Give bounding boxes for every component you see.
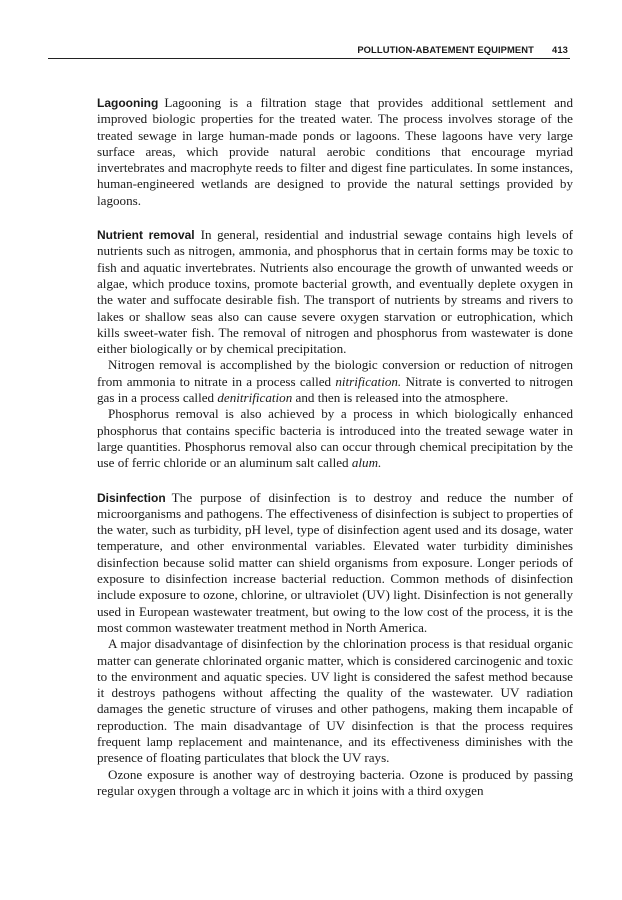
lagooning-text: Lagooning is a filtration stage that provides additional settlement and improved biologic properties for the treated water. The process involves storage of the treated sewage in large human-made ponds or lagoons. These lagoons have very large surface areas, which provide natural aerobic conditions that encourage myriad invertebrates and macrophyte reeds to filter and digest fine particulates. In some instances, human-engineered wetlands are designed to provide the natural settings provided by lagoons. [97, 95, 573, 208]
disinfection-text-1: The purpose of disinfection is to destroy and reduce the number of microorganisms and pathogens. The effectiveness of disinfection is subject to properties of the water, such as turbidity, pH level, type of disinfection agent used and its dosage, water temperature, and other environmental variables. Elevated water turbidity diminishes disinfection because solid matter can shield organisms from exposure. Longer periods of exposure to disinfection increase bacterial reduction. Common methods of disinfection include exposure to ozone, chlorine, or ultraviolet (UV) light. Disinfection is not generally used in European wastewater treatment, but owing to the low cost of the process, it is the most common wastewater treatment method in North America. [97, 489, 573, 635]
disinfection-paragraph-3: Ozone exposure is another way of destroying bacteria. Ozone is produced by passing regular oxygen through a voltage arc in which it joins with a third oxygen [97, 766, 573, 798]
nutrient-paragraph-3 [97, 406, 573, 471]
lagooning-heading: Lagooning [97, 96, 159, 110]
nutrient-text-3a: Phosphorus removal is also achieved by a process in which biologically enhanced phosphorus that contains specific bacteria is introduced into the treated sewage water in large quantities. Phosphorus removal also can occur through chemical precipitation by the use of ferric chloride or an aluminum salt called [97, 406, 573, 471]
lagooning-paragraph [97, 95, 573, 209]
term-nitrification: nitrification. [335, 373, 402, 389]
section-nutrient-removal [97, 227, 573, 471]
disinfection-paragraph-1 [97, 490, 573, 637]
nutrient-text-2c: and then is released into the atmosphere. [292, 390, 509, 406]
running-head [48, 44, 570, 59]
nutrient-paragraph-1 [97, 227, 573, 357]
term-denitrification: denitrification [217, 390, 293, 406]
nutrient-text-2a: Nitrogen removal is accomplished by the biologic conversion or reduction of nitrogen from ammonia to nitrate in a process called [97, 357, 573, 389]
page-body [97, 95, 573, 799]
section-disinfection [97, 490, 573, 800]
nutrient-text-2b: Nitrate is converted to nitrogen gas in a process called [97, 373, 573, 406]
running-head-title: POLLUTION-ABATEMENT EQUIPMENT [357, 44, 534, 55]
disinfection-paragraph-2: A major disadvantage of disinfection by the chlorination process is that residual organic matter can generate chlorinated organic matter, which is considered carcinogenic and toxic to the environment and aquatic species. UV light is considered the safest method because it destroys pathogens without affecting the quality of the wastewater. UV radiation damages the genetic structure of viruses and other pathogens, making them incapable of reproduction. The main disadvantage of UV disinfection is that the process requires frequent lamp replacement and maintenance, and its effectiveness diminishes with the presence of floating particulates that block the UV rays. [97, 636, 573, 766]
disinfection-heading: Disinfection [97, 490, 166, 505]
page-number: 413 [552, 44, 568, 55]
nutrient-text-1: In general, residential and industrial sewage contains high levels of nutrients such as nitrogen, ammonia, and phosphorus that in certain forms may be toxic to fish and aquatic invertebrates. Nutrients also encourage the growth of unwanted weeds or algae, which produce toxins, promote bacterial growth, and eventually deplete oxygen in the water and suffocate desirable fish. The transport of nutrients by streams and rivers to lakes or shallow seas also can cause severe oxygen starvation or eutrophication, which kills sweet-water fish. The removal of nitrogen and phosphorus from wastewater is done either biologically or by chemical precipitation. [97, 227, 573, 357]
term-alum: alum. [351, 455, 382, 471]
section-lagooning [97, 95, 573, 209]
nutrient-removal-heading: Nutrient removal [97, 228, 195, 243]
nutrient-paragraph-2 [97, 357, 573, 406]
